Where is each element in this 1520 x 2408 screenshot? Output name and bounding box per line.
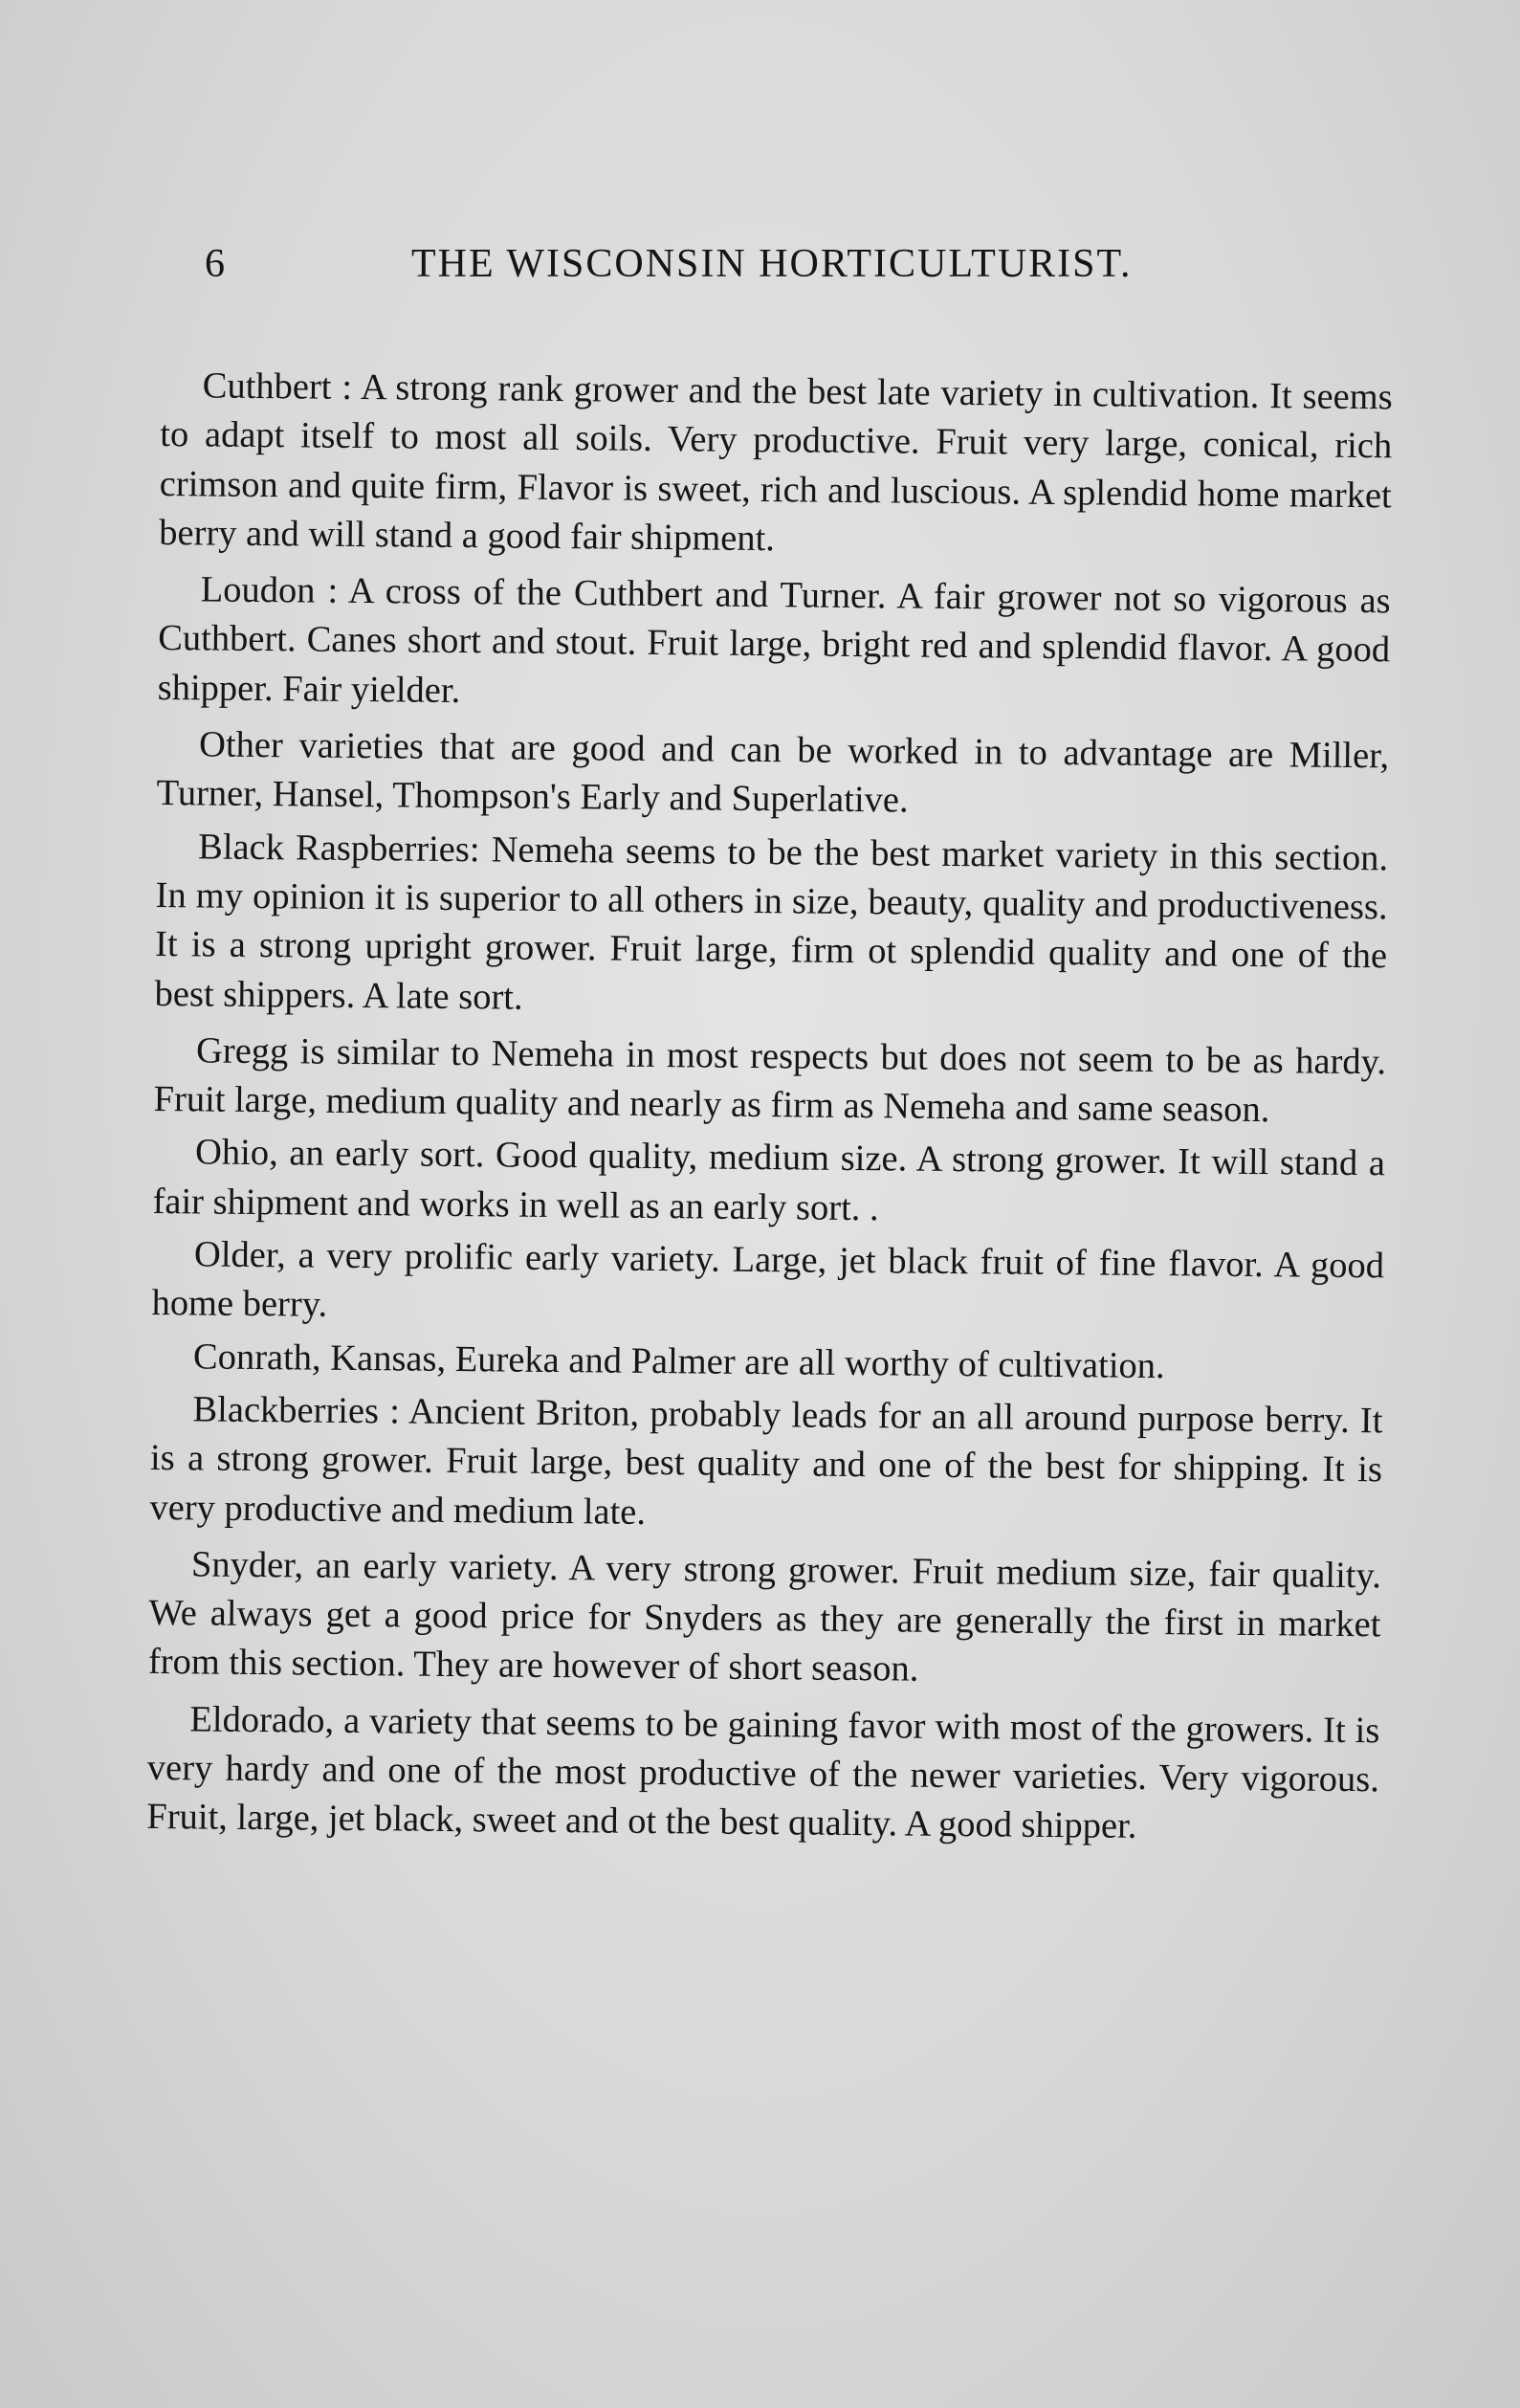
paragraph-black-raspberries: Black Raspberries: Nemeha seems to be the best market variety in this section. In my opinion it is superior to all others in size, beauty, quality and productiveness. It is a strong upright grower. Fruit large, firm ot splendid quality and one of the best shippers. A late sort. xyxy=(154,827,1389,1018)
paragraph-gregg: Gregg is similar to Nemeha in most respects but does not seem to be as hardy. Fruit large, medium quality and nearly as firm as Nemeha and same season. xyxy=(153,1030,1387,1131)
paragraph-other-varieties: Other varieties that are good and can be worked in to advantage are Miller, Turner, Hansel, Thompson's Early and Superlative. xyxy=(156,724,1390,821)
page-number: 6 xyxy=(205,242,226,286)
paragraph-snyder: Snyder, an early variety. A very strong grower. Fruit medium size, fair quality. We always get a good price for Snyders as they are generally the first in market from this section. They are however of short season. xyxy=(147,1544,1382,1690)
paragraph-older: Older, a very prolific early variety. Large, jet black fruit of fine flavor. A good home berry. xyxy=(151,1234,1385,1326)
paragraph-cuthbert: Cuthbert : A strong rank grower and the best late variety in cultivation. It seems to adapt itself to most all soils. Very productive. Fruit very large, conical, rich crimson and quite firm, Flavor is sweet, rich and luscious. A splendid home market berry and will stand a good fair shipment. xyxy=(159,365,1393,560)
running-head: THE WISCONSIN HORTICULTURIST. xyxy=(411,242,1133,286)
paragraph-eldorado: Eldorado, a variety that seems to be gaining favor with most of the growers. It is very hardy and one of the most productive of the newer varieties. Very vigorous. Fruit, large, jet black, sweet and ot the best quality. A good shipper. xyxy=(146,1699,1380,1847)
body-text xyxy=(146,362,1393,1862)
paragraph-ohio: Ohio, an early sort. Good quality, medium size. A strong grower. It will stand a fair shipment and works in well as an early sort. . xyxy=(152,1132,1386,1228)
page-header xyxy=(205,241,1209,298)
paragraph-conrath: Conrath, Kansas, Eureka and Palmer are all worthy of cultivation. xyxy=(192,1337,1165,1386)
paragraph-loudon: Loudon : A cross of the Cuthbert and Turner. A fair grower not so vigorous as Cuthbert. Canes short and stout. Fruit large, bright red and splendid flavor. A good shipper. Fair yielder. xyxy=(157,569,1391,711)
paragraph-blackberries: Blackberries : Ancient Briton, probably leads for an all around purpose berry. It is a strong grower. Fruit large, best quality and one of the best for shipping. It is very productive and medium late. xyxy=(149,1389,1383,1533)
